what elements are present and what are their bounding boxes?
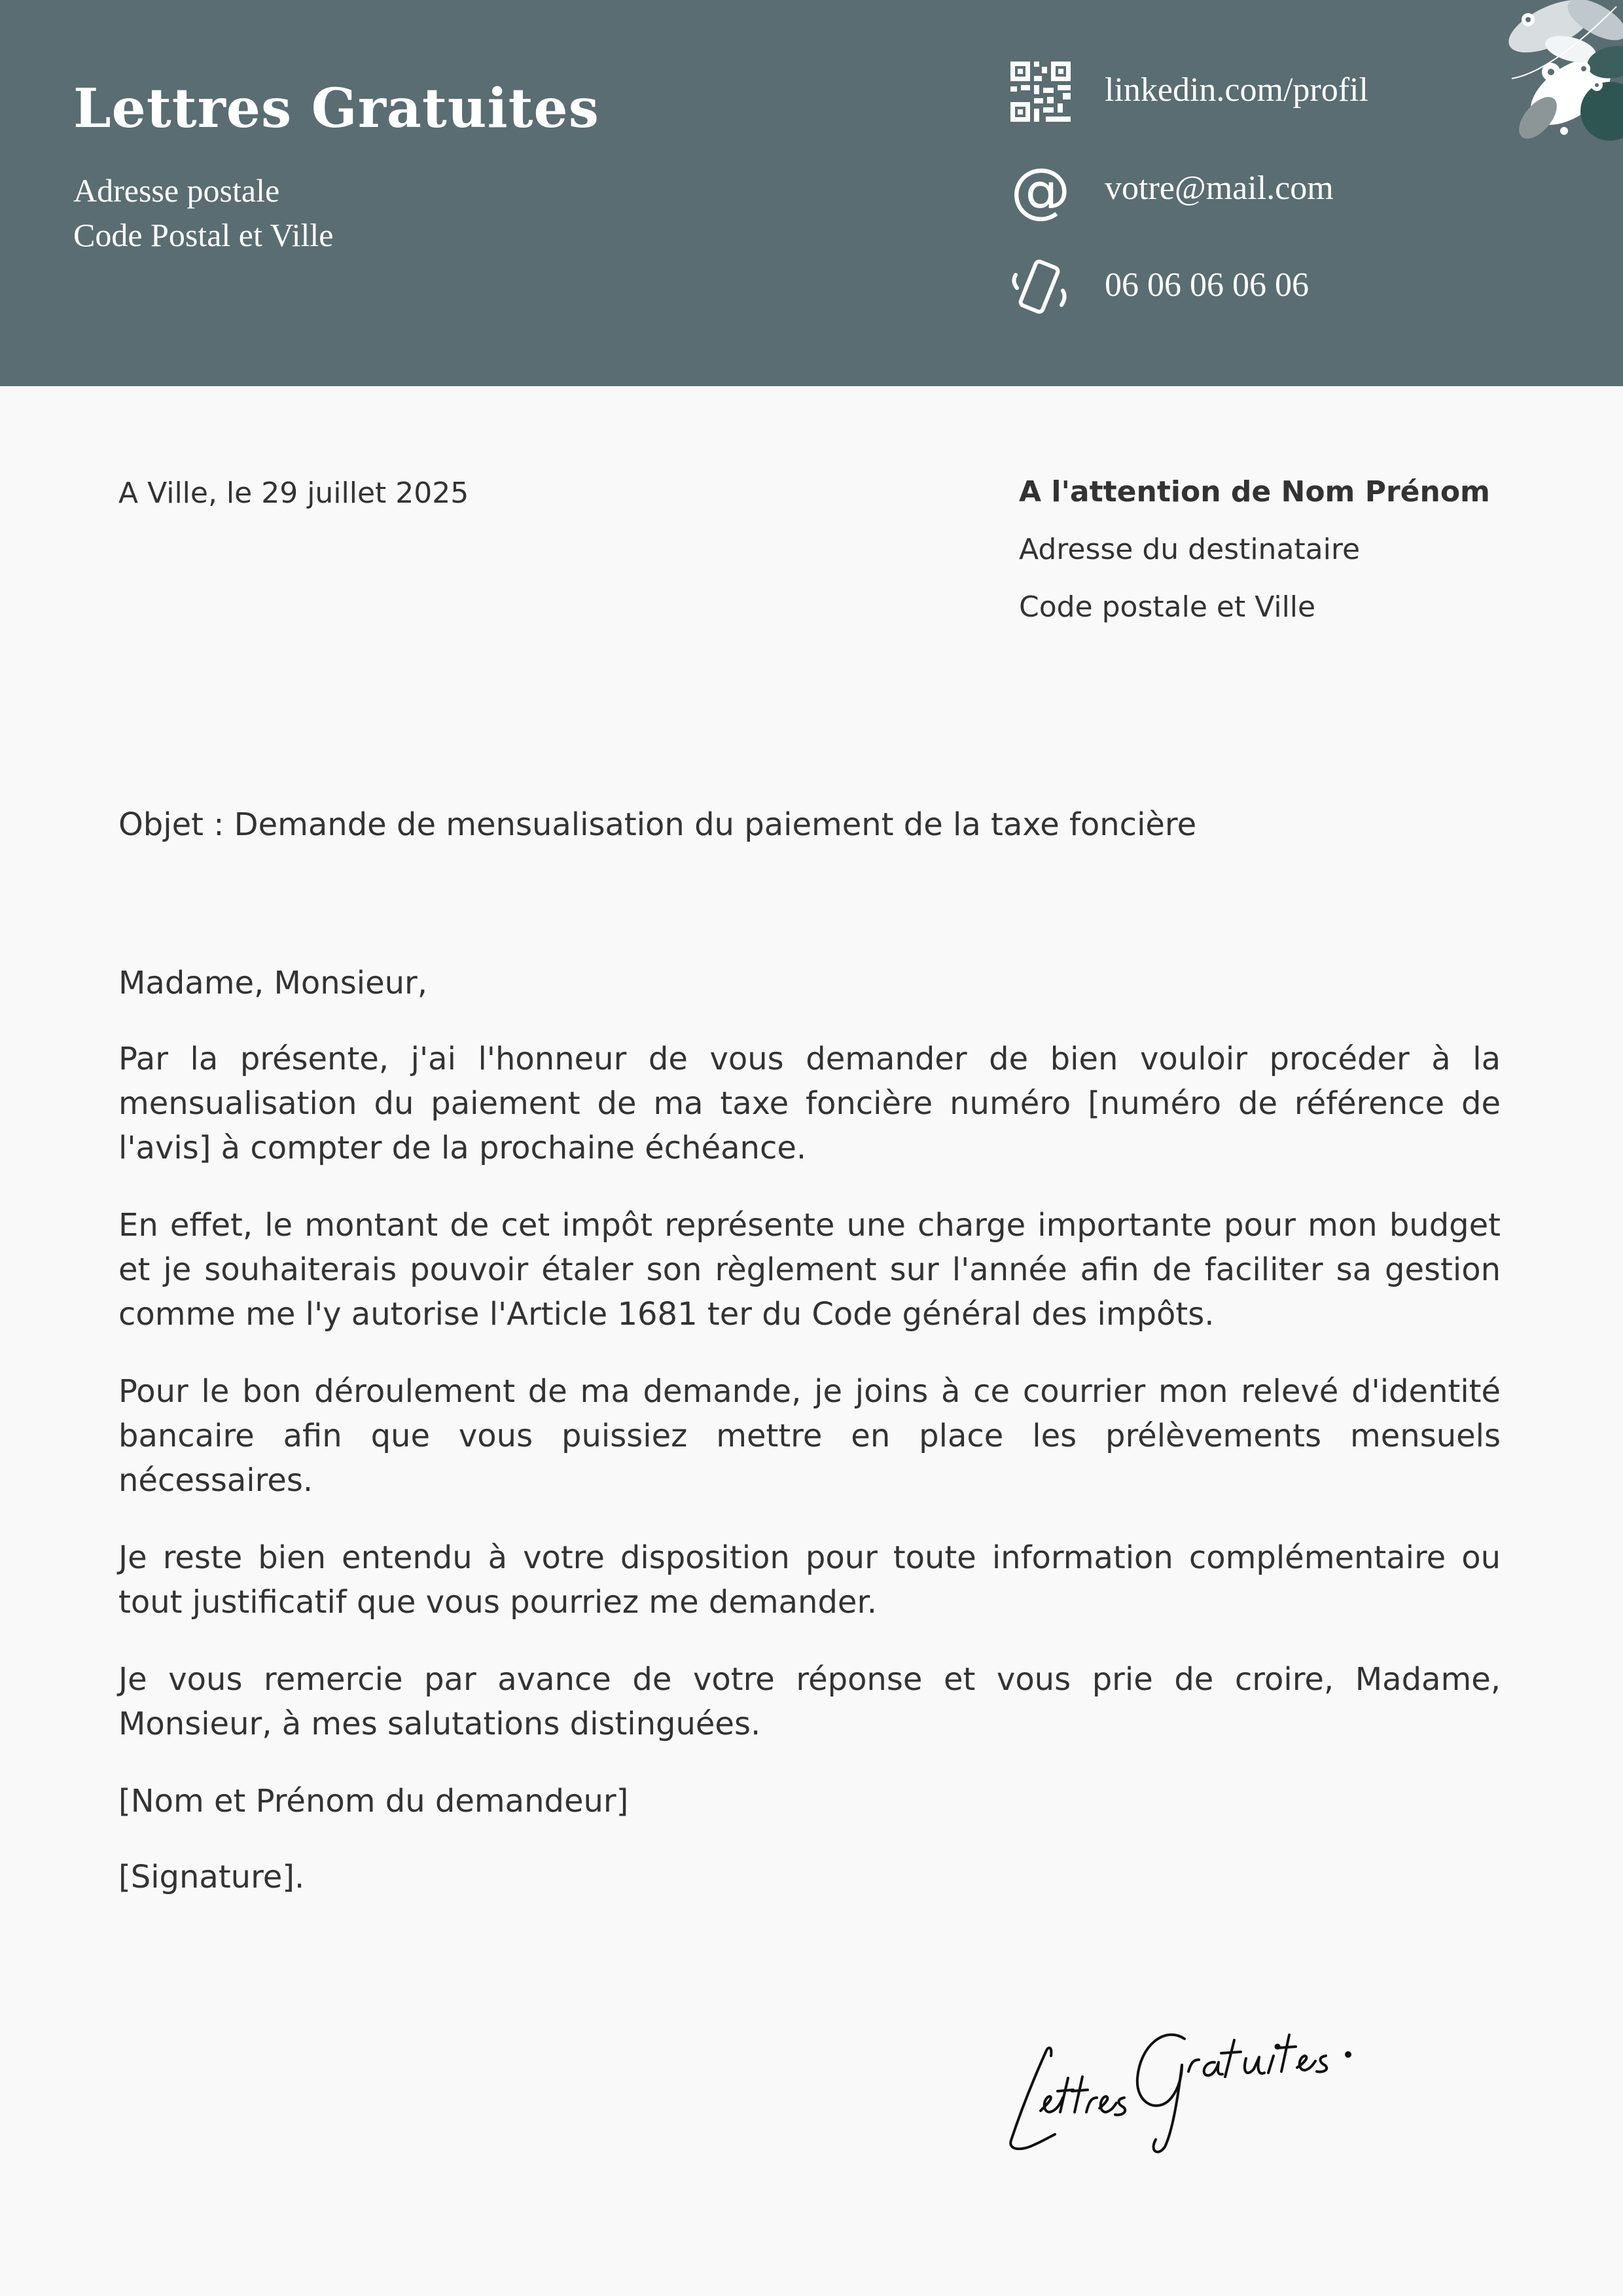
letter-subject: Objet : Demande de mensualisation du paiement de la taxe foncière bbox=[118, 806, 1197, 843]
sender-name: [Nom et Prénom du demandeur] bbox=[118, 1783, 629, 1820]
letter-body bbox=[118, 961, 1501, 1931]
body-paragraph: Je vous remercie par avance de votre réponse et vous prie de croire, Madame, Monsieur, à mes salutations distinguées. bbox=[118, 1661, 1501, 1742]
body-paragraph: Je reste bien entendu à votre disposition pour toute information complémentaire ou tout justificatif que vous pourriez me demander. bbox=[118, 1539, 1501, 1621]
phone-icon bbox=[1008, 255, 1073, 321]
signature-placeholder: [Signature]. bbox=[118, 1859, 305, 1895]
recipient-name: A l'attention de Nom Prénom bbox=[1019, 475, 1490, 509]
recipient-block bbox=[1019, 475, 1490, 648]
floral-decoration bbox=[1472, 0, 1623, 157]
letterhead bbox=[0, 0, 1623, 386]
body-paragraph: En effet, le montant de cet impôt représente une charge importante pour mon budget et je souhaiterais pouvoir étaler son règlement sur l'année afin de faciliter sa gestion comme me l'y autorise l'Article 1681 ter du Code général des impôts. bbox=[118, 1207, 1501, 1333]
at-sign-icon bbox=[1008, 160, 1073, 225]
qr-code-icon bbox=[1008, 59, 1073, 124]
recipient-city: Code postale et Ville bbox=[1019, 590, 1316, 624]
body-paragraph: Pour le bon déroulement de ma demande, je joins à ce courrier mon relevé d'identité bancaire afin que vous puissiez mettre en place les prélèvements mensuels nécessaires. bbox=[118, 1373, 1501, 1499]
body-paragraph: Par la présente, j'ai l'honneur de vous demander de bien vouloir procéder à la mensualisation du paiement de ma taxe foncière numéro [numéro de référence de l'avis] à compter de la prochaine échéance. bbox=[118, 1041, 1501, 1166]
email-link[interactable]: votre@mail.com bbox=[1105, 170, 1334, 207]
letter-date: A Ville, le 29 juillet 2025 bbox=[118, 476, 469, 510]
handwritten-signature bbox=[995, 2000, 1387, 2170]
recipient-address: Adresse du destinataire bbox=[1019, 533, 1361, 566]
sender-city: Code Postal et Ville bbox=[73, 217, 334, 253]
brand-name: Lettres Gratuites bbox=[73, 77, 599, 140]
svg-text:@: @ bbox=[1010, 160, 1071, 225]
phone-number: 06 06 06 06 06 bbox=[1105, 266, 1309, 304]
linkedin-link[interactable]: linkedin.com/profil bbox=[1105, 71, 1368, 109]
greeting: Madame, Monsieur, bbox=[118, 965, 428, 1001]
sender-address: Adresse postale bbox=[73, 172, 280, 209]
